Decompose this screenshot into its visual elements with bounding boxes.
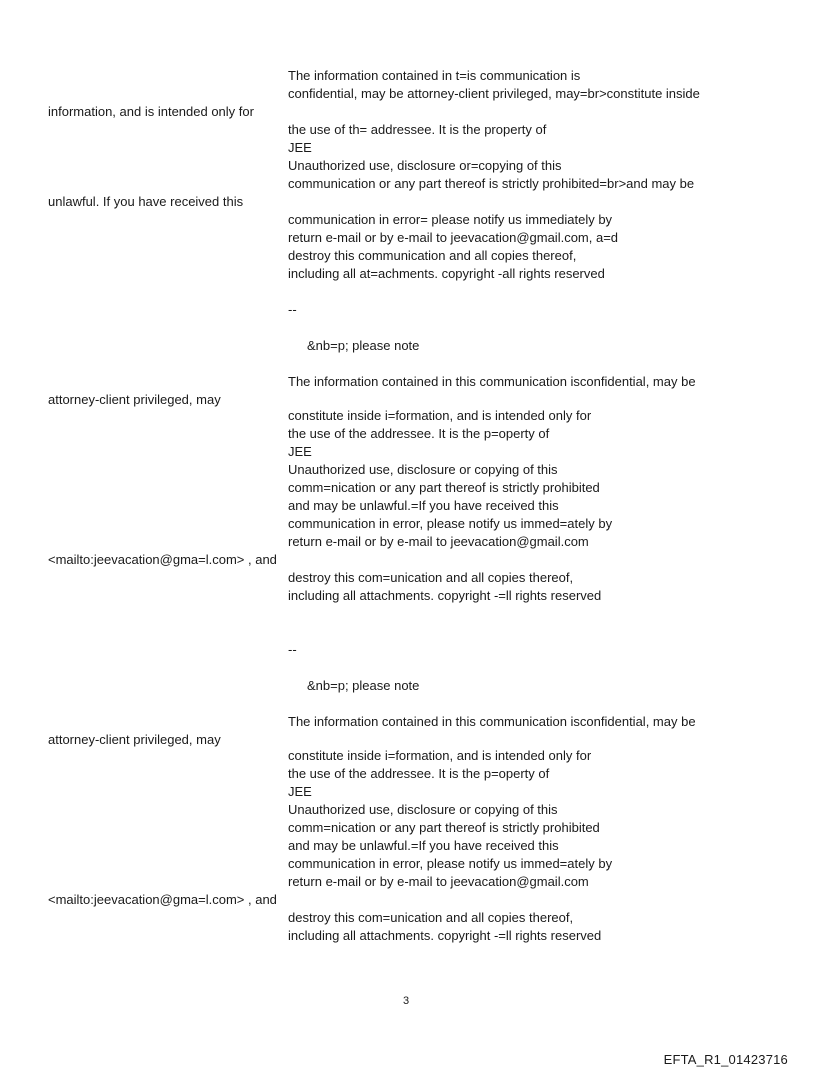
text-line: destroy this com=unication and all copies thereof, [288,570,574,585]
text-line: Unauthorized use, disclosure or copying of this [288,462,558,477]
text-line: return e-mail or by e-mail to jeevacation@gmail.com, a=d [288,230,619,245]
text-line: the use of the addressee. It is the p=operty of [288,426,550,441]
text-line: including all attachments. copyright -=ll rights reserved [288,588,602,603]
text-line: JEE [288,444,312,459]
text-line: the use of th= addressee. It is the property of [288,122,547,137]
text-line: Unauthorized use, disclosure or copying of this [288,802,558,817]
text-line: comm=nication or any part thereof is strictly prohibited [288,820,600,835]
text-line: &nb=p; please note [307,678,420,693]
text-line: and may be unlawful.=If you have received this [288,498,559,513]
text-line: constitute inside i=formation, and is intended only for [288,748,592,763]
separator-dashes: -- [288,642,297,657]
text-line: constitute inside i=formation, and is intended only for [288,408,592,423]
page-number: 3 [403,995,410,1007]
text-line: communication or any part thereof is strictly prohibited=br>and may be [288,176,695,191]
text-line: including all attachments. copyright -=ll rights reserved [288,928,602,943]
text-line: return e-mail or by e-mail to jeevacation@gmail.com [288,874,589,889]
text-line: JEE [288,140,312,155]
text-line: including all at=achments. copyright -all rights reserved [288,266,605,281]
text-line: JEE [288,784,312,799]
text-line: &nb=p; please note [307,338,420,353]
text-line: The information contained in t=is communication is [288,68,581,83]
text-line: the use of the addressee. It is the p=operty of [288,766,550,781]
text-line: comm=nication or any part thereof is strictly prohibited [288,480,600,495]
text-line: attorney-client privileged, may [48,732,221,747]
text-line: communication in error, please notify us immed=ately by [288,856,613,871]
text-line: The information contained in this communication isconfidential, may be [288,374,696,389]
text-line: information, and is intended only for [48,104,254,119]
text-line: The information contained in this communication isconfidential, may be [288,714,696,729]
text-line: attorney-client privileged, may [48,392,221,407]
text-line: destroy this communication and all copies thereof, [288,248,577,263]
text-line: communication in error, please notify us immed=ately by [288,516,613,531]
text-line: communication in error= please notify us immediately by [288,212,613,227]
text-line: and may be unlawful.=If you have received this [288,838,559,853]
bates-number: EFTA_R1_01423716 [663,1052,788,1067]
text-line: Unauthorized use, disclosure or=copying of this [288,158,562,173]
text-line: return e-mail or by e-mail to jeevacation@gmail.com [288,534,589,549]
text-line: unlawful. If you have received this [48,194,244,209]
separator-dashes: -- [288,302,297,317]
text-line: confidential, may be attorney-client privileged, may=br>constitute inside [288,86,700,101]
mailto-link-text: <mailto:jeevacation@gma=l.com> , and [48,892,277,907]
text-line: destroy this com=unication and all copies thereof, [288,910,574,925]
mailto-link-text: <mailto:jeevacation@gma=l.com> , and [48,552,277,567]
